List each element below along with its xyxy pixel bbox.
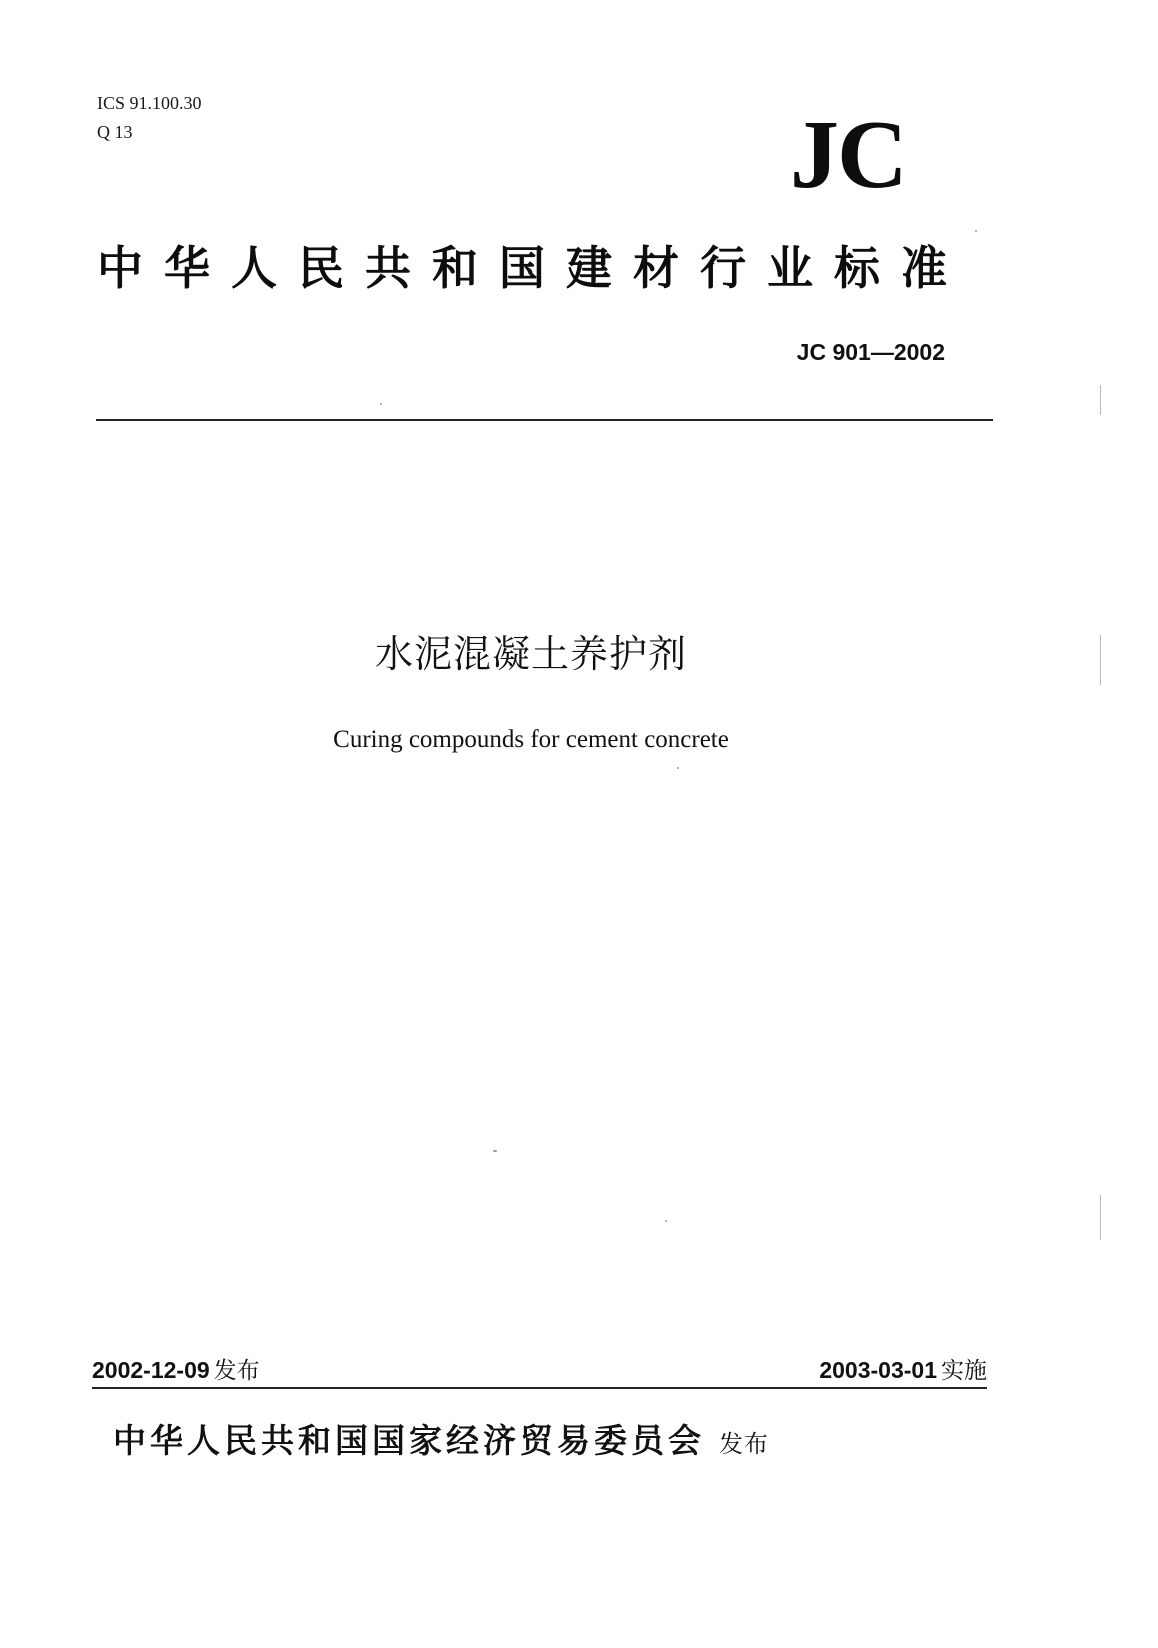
scan-speck bbox=[665, 1220, 667, 1222]
scan-edge-mark bbox=[1100, 1195, 1101, 1240]
issue-date-line bbox=[92, 1354, 260, 1387]
scan-speck bbox=[975, 230, 977, 232]
scan-speck bbox=[493, 1150, 497, 1152]
standard-number: JC 901—2002 bbox=[796, 339, 945, 365]
document-title-english: Curing compounds for cement concrete bbox=[333, 726, 729, 753]
footer-divider bbox=[92, 1387, 987, 1389]
publisher-name: 中华人民共和国国家经济贸易委员会 bbox=[113, 1421, 705, 1460]
publisher-line bbox=[113, 1415, 769, 1470]
scan-speck bbox=[380, 403, 382, 405]
implementation-date-line bbox=[819, 1354, 987, 1387]
jc-logo: JC bbox=[790, 101, 906, 209]
issue-date: 2002-12-09 bbox=[92, 1357, 210, 1383]
implementation-date: 2003-03-01 bbox=[819, 1357, 937, 1383]
ccs-code: Q 13 bbox=[97, 122, 133, 142]
scan-edge-mark bbox=[1100, 635, 1101, 685]
header-divider bbox=[96, 419, 993, 421]
standard-heading: 中华人民共和国建材行业标准 bbox=[97, 241, 968, 295]
ics-code: ICS 91.100.30 bbox=[97, 93, 202, 113]
scan-speck bbox=[677, 767, 679, 769]
document-title-chinese: 水泥混凝土养护剂 bbox=[374, 632, 687, 676]
publisher-action: 发布 bbox=[719, 1430, 769, 1458]
issue-label: 发布 bbox=[213, 1358, 260, 1384]
implementation-label: 实施 bbox=[941, 1358, 987, 1384]
scan-edge-mark bbox=[1100, 385, 1101, 415]
